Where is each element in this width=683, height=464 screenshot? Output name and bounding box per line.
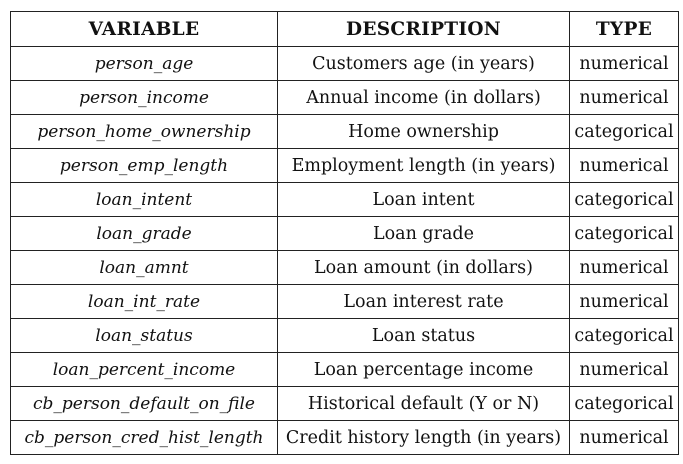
- variable-cell: person_emp_length: [11, 149, 278, 183]
- table-row: [11, 251, 679, 285]
- variable-cell: loan_grade: [11, 217, 278, 251]
- description-cell: Loan amount (in dollars): [278, 251, 570, 285]
- variable-cell: person_home_ownership: [11, 115, 278, 149]
- table-header-row: [11, 12, 679, 47]
- type-cell: numerical: [570, 149, 679, 183]
- column-header-variable: VARIABLE: [11, 12, 278, 47]
- table-row: [11, 217, 679, 251]
- variables-table: [10, 11, 679, 455]
- table-row: [11, 149, 679, 183]
- table-row: [11, 421, 679, 455]
- type-cell: numerical: [570, 421, 679, 455]
- description-cell: Credit history length (in years): [278, 421, 570, 455]
- variable-cell: person_income: [11, 81, 278, 115]
- table-row: [11, 319, 679, 353]
- variable-cell: loan_status: [11, 319, 278, 353]
- description-cell: Loan status: [278, 319, 570, 353]
- variable-cell: cb_person_cred_hist_length: [11, 421, 278, 455]
- variable-cell: loan_percent_income: [11, 353, 278, 387]
- type-cell: categorical: [570, 387, 679, 421]
- description-cell: Loan intent: [278, 183, 570, 217]
- column-header-description: DESCRIPTION: [278, 12, 570, 47]
- variable-cell: loan_int_rate: [11, 285, 278, 319]
- description-cell: Home ownership: [278, 115, 570, 149]
- variable-cell: cb_person_default_on_file: [11, 387, 278, 421]
- type-cell: numerical: [570, 285, 679, 319]
- variable-cell: loan_amnt: [11, 251, 278, 285]
- type-cell: categorical: [570, 217, 679, 251]
- type-cell: numerical: [570, 353, 679, 387]
- type-cell: categorical: [570, 319, 679, 353]
- description-cell: Employment length (in years): [278, 149, 570, 183]
- type-cell: categorical: [570, 183, 679, 217]
- table-row: [11, 183, 679, 217]
- description-cell: Loan grade: [278, 217, 570, 251]
- type-cell: numerical: [570, 81, 679, 115]
- table-row: [11, 81, 679, 115]
- type-cell: numerical: [570, 251, 679, 285]
- variable-cell: person_age: [11, 47, 278, 81]
- table-row: [11, 387, 679, 421]
- description-cell: Annual income (in dollars): [278, 81, 570, 115]
- type-cell: numerical: [570, 47, 679, 81]
- description-cell: Customers age (in years): [278, 47, 570, 81]
- variable-cell: loan_intent: [11, 183, 278, 217]
- description-cell: Loan percentage income: [278, 353, 570, 387]
- description-cell: Loan interest rate: [278, 285, 570, 319]
- table-row: [11, 285, 679, 319]
- description-cell: Historical default (Y or N): [278, 387, 570, 421]
- table-row: [11, 115, 679, 149]
- table-row: [11, 353, 679, 387]
- table-row: [11, 47, 679, 81]
- type-cell: categorical: [570, 115, 679, 149]
- column-header-type: TYPE: [570, 12, 679, 47]
